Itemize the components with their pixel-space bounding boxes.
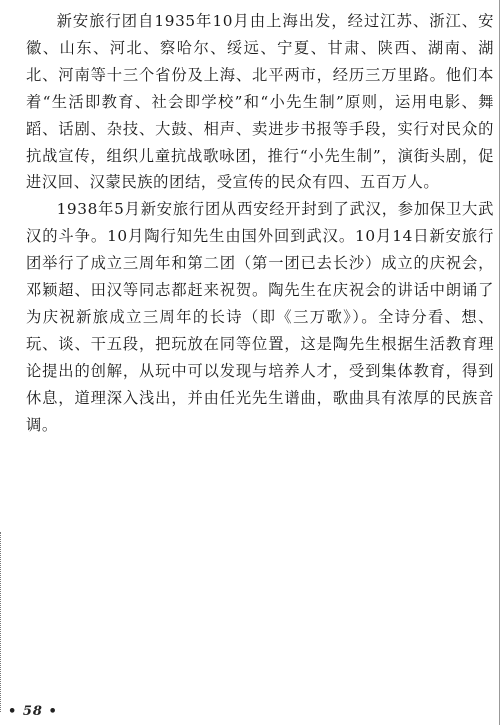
- page-number: • 58 •: [8, 704, 58, 719]
- margin-dotted-line: [0, 532, 21, 712]
- paragraph-1: 新安旅行团自1935年10月由上海出发，经过江苏、浙江、安徽、山东、河北、察哈尔、绥远、宁夏、甘肃、陕西、湖南、湖北、河南等十三个省份及上海、北平两市，经历三万里路。他们本着“生活即教育、社会即学校”和“小先生制”原则，运用电影、舞蹈、话剧、杂技、大鼓、相声、卖进步书报等手段，实行对民众的抗战宣传，组织儿童抗战歌咏团，推行“小先生制”，演街头剧，促进汉回、汉蒙民族的团结，受宣传的民众有四、五百万人。: [26, 12, 494, 192]
- body-text: [26, 8, 494, 439]
- paragraph-2: 1938年5月新安旅行团从西安经开封到了武汉，参加保卫大武汉的斗争。10月陶行知先生由国外回到武汉。10月14日新安旅行团举行了成立三周年和第二团（第一团已去长沙）成立的庆祝会，邓颖超、田汉等同志都赶来祝贺。陶先生在庆祝会的讲话中朗诵了为庆祝新旅成立三周年的长诗（即《三万歌》）。全诗分看、想、玩、谈、干五段，把玩放在同等位置，这是陶先生根据生活教育理论提出的创解，从玩中可以发现与培养人才，受到集体教育，得到休息，道理深入浅出，并由任光先生谱曲，歌曲具有浓厚的民族音调。: [26, 200, 494, 434]
